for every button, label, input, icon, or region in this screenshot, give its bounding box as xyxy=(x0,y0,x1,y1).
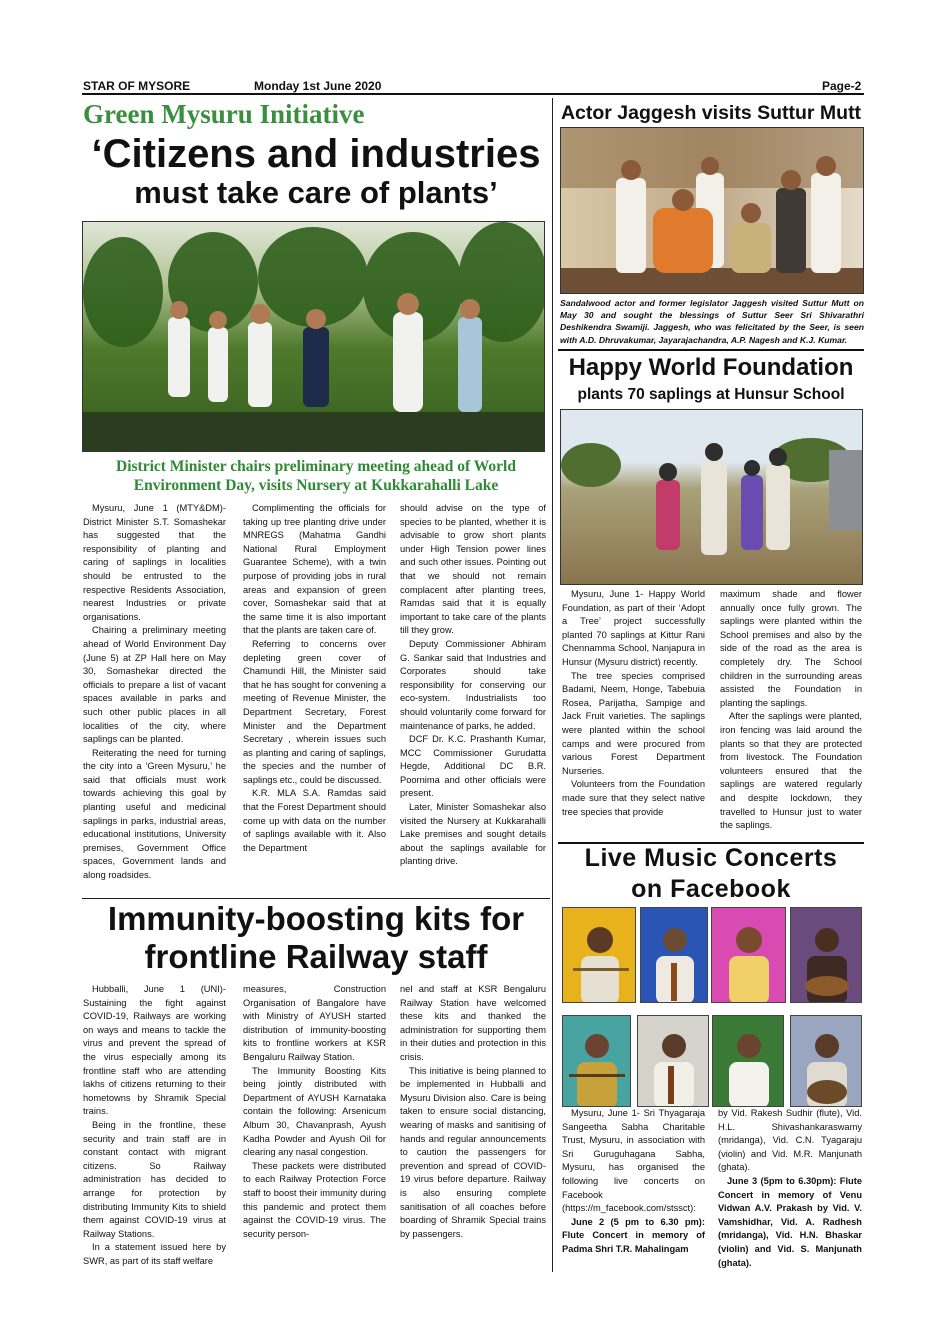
page-number: Page-2 xyxy=(822,79,862,93)
paragraph: Deputy Commissioner Abhiram G. Sankar said that Industries and Corporates should take responsibility for conserving our eco-system. Industrialists too should voluntarily come forward for maintenance of parks, he added. xyxy=(400,638,546,731)
railway-headline-line1: Immunity-boosting kits for xyxy=(107,900,525,937)
paragraph: The Immunity Boosting Kits being jointly distributed with Department of AYUSH Karnataka contain the following: Arsenicum Album 30, Chavanprash, Ayush Kadha Powder and Ayush Oil for clearing any nasal congestion. xyxy=(243,1065,386,1158)
kicker-green-mysuru: Green Mysuru Initiative xyxy=(83,99,365,129)
headline-line2: must take care of plants’ xyxy=(134,175,498,210)
paragraph: This initiative is being planned to be implemented in Hubballi and Mysuru Division also. Care is being taken to ensure social distancing, wearing of masks and sanitising of hands and regular announcements to caution the passengers for prevention and spread of COVID-19 virus before departure. Railway is also ensuring complete sanitisation of all coaches before boarding of Shramik Special trains by passengers. xyxy=(400,1065,546,1239)
paragraph: Being in the frontline, these security and train staff are in constant contact with migrant citizens. So Railway administration has decided to arrange for protection by distributing Immunity Kits to shield them against COVID-19 virus at Railway Stations. xyxy=(83,1119,226,1239)
musician-photo xyxy=(790,907,862,1003)
railway-col-2 xyxy=(243,983,386,1241)
paragraph: Chairing a preliminary meeting ahead of World Environment Day (June 5) at ZP Hall here on May 30, Somashekar directed the officials to prepare a list of vacant spaces available in parks and such other public places in all localities of the city, where saplings can be planted. xyxy=(83,625,226,745)
school-planting-photo xyxy=(560,409,863,585)
happy-col-1 xyxy=(562,588,705,819)
subhead-line2: Environment Day, visits Nursery at Kukkarahalli Lake xyxy=(133,477,499,494)
green-col-3 xyxy=(400,502,546,869)
paragraph: In a statement issued here by SWR, as part of its staff welfare xyxy=(83,1242,226,1266)
happy-world-subhead: plants 70 saplings at Hunsur School xyxy=(577,386,845,403)
green-col-1 xyxy=(83,502,226,883)
column-divider xyxy=(552,98,553,1272)
musician-photo xyxy=(790,1015,862,1107)
paragraph: Referring to concerns over depleting green cover of Chamundi Hill, the Minister said that he has sought for convening a meeting of Revenue Minister, the Department Secretary, Forest Minister and the Department Secretary , wherein issues such as planting and caring of saplings, the species and the number of saplings etc., could be discussed. xyxy=(243,638,386,785)
paragraph: measures, Construction Organisation of Bangalore have with Ministry of AYUSH started distribution of immunity-boosting kits to frontline workers at KSR Bengaluru Railway Station. xyxy=(243,984,386,1062)
masthead-name: STAR OF MYSORE xyxy=(83,79,191,93)
suttur-photo-art xyxy=(561,128,864,294)
school-photo-art xyxy=(561,410,863,585)
railway-col-1 xyxy=(83,983,226,1268)
subhead-line1: District Minister chairs preliminary meeting ahead of World xyxy=(116,458,516,475)
concert-june-2: June 2 (5 pm to 6.30 pm): Flute Concert in memory of Padma Shri T.R. Mahalingam xyxy=(562,1216,705,1254)
jaggesh-headline: Actor Jaggesh visits Suttur Mutt xyxy=(560,102,862,124)
paragraph: maximum shade and flower annually once fully grown. The saplings were planted within the School premises and also by the side of the road as the area is completely dry. The School children in the surrounding areas assisted the Foundation in planting the saplings. xyxy=(720,589,862,708)
railway-headline-line2: frontline Railway staff xyxy=(144,938,488,975)
musician-photo xyxy=(711,907,786,1003)
jaggesh-caption: Sandalwood actor and former legislator Jaggesh visited Suttur Mutt on May 30 and sought the blessings of Suttur Seer Sri Shivarathri Deshikendra Swamiji. Jaggesh, who was felicitated by the Seer, is seen with A.D. Dhruvakumar, Jayarajachandra, A.P. Nagesh and K.J. Kumar. xyxy=(560,298,864,345)
paragraph: Mysuru, June 1- Sri Thyagaraja Sangeetha Sabha Charitable Trust, Mysuru, in association with Sri Guruguhagana Sabha, Mysuru, has organised the following live concerts on Facebook (https://m_facebook.com/stssct): xyxy=(562,1108,705,1214)
musician-photo xyxy=(637,1015,709,1107)
header-rule xyxy=(82,93,864,95)
paragraph: Later, Minister Somashekar also visited the Nursery at Kukkarahalli Lake premises and sought details about the saplings available for planting drive. xyxy=(400,802,546,867)
section-rule xyxy=(82,898,550,899)
headline-line1: ‘Citizens and industries xyxy=(91,132,541,176)
nursery-photo-art xyxy=(83,222,545,452)
paragraph: Mysuru, June 1 (MTY&DM)- District Minister S.T. Somashekar has suggested that the responsibility of planting and caring of saplings in localities should be entrusted to the respective Residents Association, nearest Industries or private organisations. xyxy=(83,503,226,622)
paragraph: The tree species comprised Badami, Neem, Honge, Tabebuia Rosea, Parijatha, Sampige and Jack Fruit varieties. The saplings were planted within the school camps and were procured from various Forest Department Nurseries. xyxy=(562,670,705,776)
paragraph: Hubballi, June 1 (UNI)-Sustaining the fight against COVID-19, Railways are working on ways and means to tackle the virus and prevent the spread of the virus especially among its frontline staff who are attending lakhs of citizens returning to their hometowns by Shramik Special trains. xyxy=(83,984,226,1117)
music-col-1 xyxy=(562,1107,705,1257)
music-col-2 xyxy=(718,1107,862,1270)
paragraph: Complimenting the officials for taking up tree planting drive under MNREGS (Mahatma Gandhi National Rural Employment Guarantee Scheme), with a twin purpose of providing jobs in rural areas and expansion of green cover, Somashekar said that at the same time it is also important that the plants are taken care of. xyxy=(243,503,386,636)
railway-col-3 xyxy=(400,983,546,1241)
music-headline-line2: on Facebook xyxy=(631,875,791,903)
paragraph: After the saplings were planted, iron fencing was laid around the plants so that they are protected from livestock. The Foundation volunteers ensured that the saplings are watered regularly and despite lockdown, they travelled to Hunsur just to water the saplings. xyxy=(720,711,862,831)
music-headline-line1: Live Music Concerts xyxy=(584,844,838,872)
musician-photo xyxy=(712,1015,784,1107)
paragraph: These packets were distributed to each Railway Protection Force staff to boost their immunity during this pandemic and protect them against the COVID-19 virus. The security person- xyxy=(243,1160,386,1239)
green-col-2 xyxy=(243,502,386,855)
nursery-photo xyxy=(82,221,545,452)
paragraph: DCF Dr. K.C. Prashanth Kumar, MCC Commissioner Gurudatta Hegde, Additional DC B.R. Poornima and other officials were present. xyxy=(400,734,546,799)
musician-photo xyxy=(562,1015,631,1107)
issue-date: Monday 1st June 2020 xyxy=(254,79,382,93)
paragraph: by Vid. Rakesh Sudhir (flute), Vid. H.L. Shivashankaraswamy (mridanga), Vid. C.N. Tyagaraju (violin) and Vid. M.R. Manjunath (ghata). xyxy=(718,1108,862,1173)
musician-photo xyxy=(640,907,708,1003)
paragraph: Volunteers from the Foundation made sure that they select native tree species that provide xyxy=(562,779,705,817)
musician-photo xyxy=(562,907,636,1003)
paragraph: Reiterating the need for turning the city into a ‘Green Mysuru,’ he said that officials must work towards achieving this goal by planting useful and medicinal saplings in parks, industrial areas, educational institutions, University premises, Government Office spaces, Government lands and along roadsides. xyxy=(83,747,226,881)
concert-june-3: June 3 (5pm to 6.30pm): Flute Concert in memory of Venu Vidwan A.V. Prakash by Vid. V. Vamshidhar, Vid. A. Radhesh (mridanga), Vid. H.N. Bhaskar (violin) and Vid. S. Manjunath (ghata). xyxy=(718,1175,862,1268)
paragraph: K.R. MLA S.A. Ramdas said that the Forest Department should come up with data on the number of saplings available with it. Also the Department xyxy=(243,788,386,853)
section-rule xyxy=(558,349,864,351)
paragraph: nel and staff at KSR Bengaluru Railway Station have welcomed these kits and thanked the administration for supporting them in their duties and protection in this crisis. xyxy=(400,984,546,1062)
paragraph: Mysuru, June 1- Happy World Foundation, as part of their ‘Adopt a Tree’ project successfully planted 70 saplings at Kittur Rani Chennamma School, Nanjapura in Hunsur (Mysuru district) recently. xyxy=(562,589,705,667)
happy-col-2 xyxy=(720,588,862,833)
paragraph: should advise on the type of species to be planted, whether it is advisable to grow short plants under High Tension power lines and such other issues. Pointing out that we should not remain complacent after planting trees, Ramdas said that it is equally important to take care of the plants till they grow. xyxy=(400,503,546,636)
suttur-mutt-photo xyxy=(560,127,864,294)
happy-world-headline: Happy World Foundation xyxy=(568,354,854,381)
